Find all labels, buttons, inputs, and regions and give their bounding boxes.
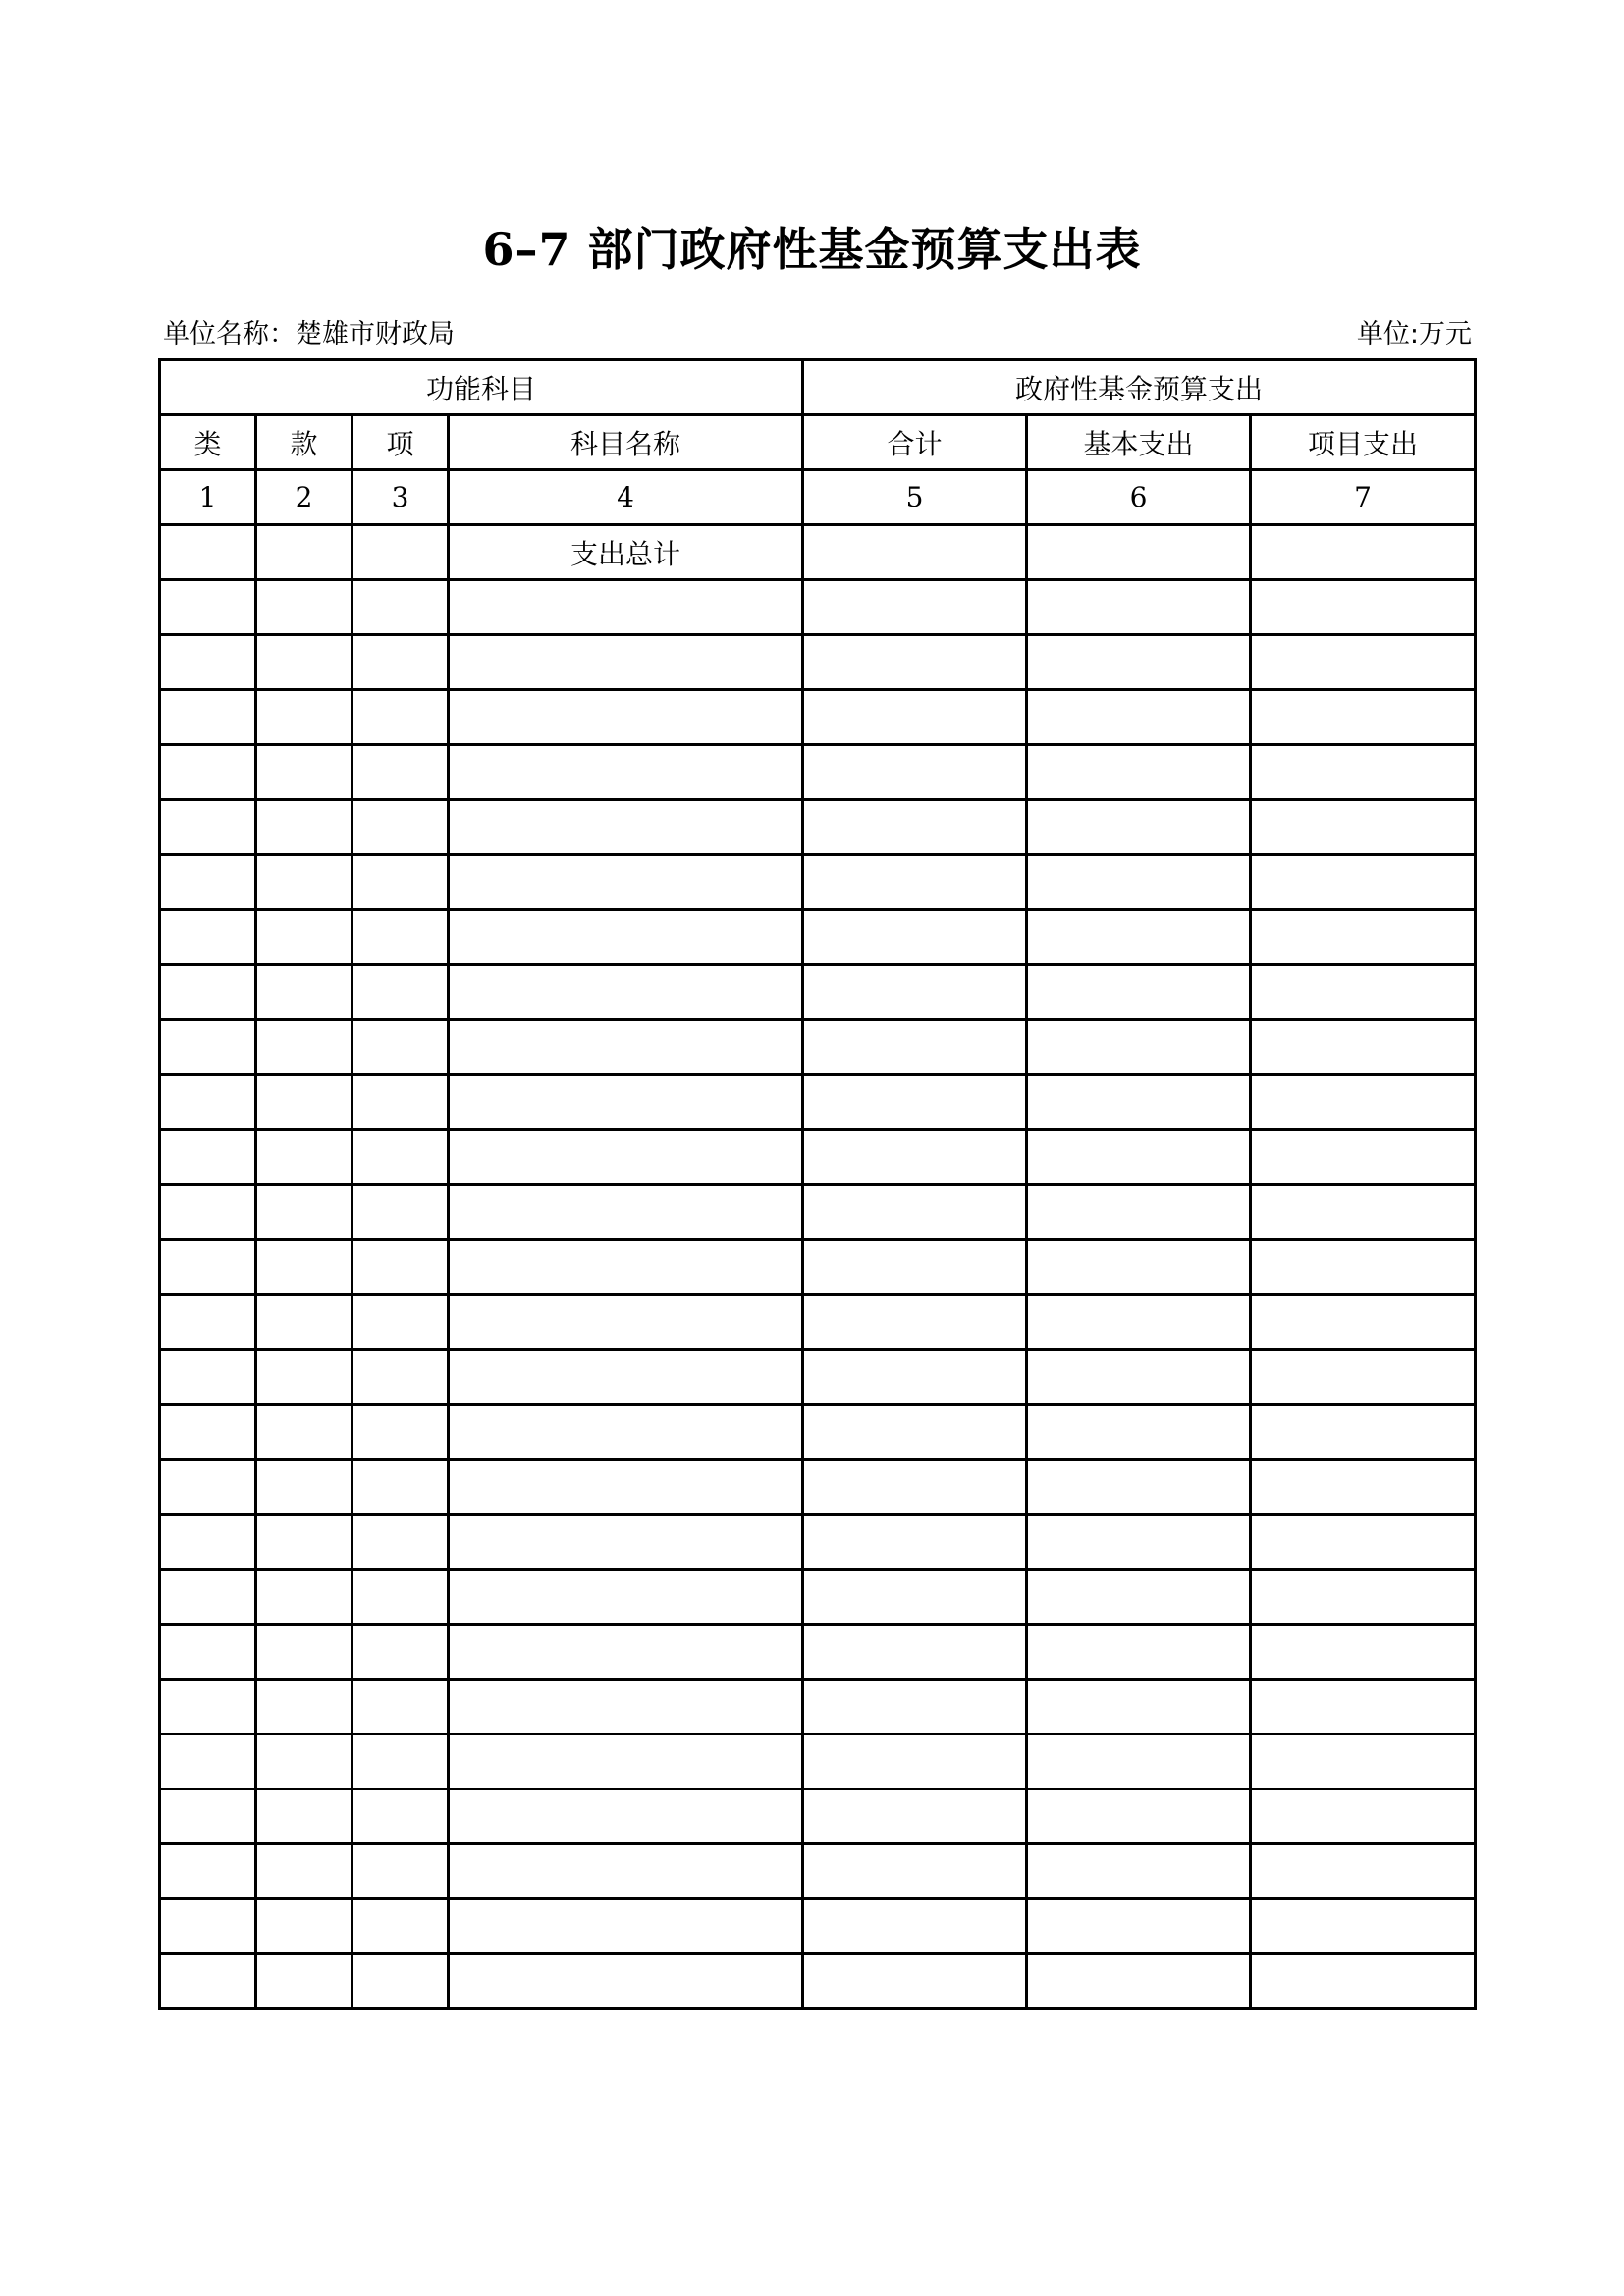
table-cell <box>449 855 803 910</box>
table-cell <box>1251 1460 1476 1515</box>
table-cell <box>160 525 256 580</box>
table-cell <box>803 1570 1027 1625</box>
table-cell <box>449 1130 803 1185</box>
table-cell <box>160 745 256 800</box>
table-cell <box>803 1625 1027 1680</box>
table-cell <box>1027 1899 1251 1954</box>
table-cell <box>803 1405 1027 1460</box>
table-row <box>160 1295 1476 1350</box>
table-cell <box>160 635 256 690</box>
table-cell <box>449 635 803 690</box>
table-cell <box>352 1130 449 1185</box>
table-cell <box>160 690 256 745</box>
table-cell <box>1251 1240 1476 1295</box>
table-cell <box>352 1460 449 1515</box>
table-cell <box>352 745 449 800</box>
table-cell <box>449 745 803 800</box>
table-cell <box>160 965 256 1020</box>
table-cell <box>1251 1735 1476 1789</box>
table-cell <box>256 1570 352 1625</box>
table-cell <box>160 1295 256 1350</box>
table-cell <box>803 1460 1027 1515</box>
table-cell <box>803 800 1027 855</box>
table-cell <box>256 1844 352 1899</box>
col-header-project-expenditure: 项目支出 <box>1251 415 1476 470</box>
header-functional-subject: 功能科目 <box>160 360 803 415</box>
total-label: 支出总计 <box>449 525 803 580</box>
table-cell <box>449 1735 803 1789</box>
page-title: 6–7 部门政府性基金预算支出表 <box>482 223 1142 276</box>
table-cell <box>352 1295 449 1350</box>
table-row <box>160 745 1476 800</box>
table-cell <box>160 1735 256 1789</box>
col-number: 2 <box>256 470 352 525</box>
table-cell <box>1027 800 1251 855</box>
table-row <box>160 1570 1476 1625</box>
table-row <box>160 965 1476 1020</box>
col-number: 4 <box>449 470 803 525</box>
table-cell <box>160 1460 256 1515</box>
table-cell <box>803 690 1027 745</box>
unit-label: 单位:万元 <box>1356 319 1472 349</box>
table-cell <box>1251 635 1476 690</box>
table-cell <box>1027 525 1251 580</box>
table-cell <box>449 1350 803 1405</box>
table-cell <box>160 800 256 855</box>
table-cell <box>1027 1240 1251 1295</box>
table-row <box>160 800 1476 855</box>
table-row <box>160 1625 1476 1680</box>
table-cell <box>160 1515 256 1570</box>
table-cell <box>1251 1570 1476 1625</box>
table-cell <box>352 1735 449 1789</box>
table-cell <box>1251 1680 1476 1735</box>
col-header-section: 款 <box>256 415 352 470</box>
table-cell <box>352 1240 449 1295</box>
table-cell <box>803 1844 1027 1899</box>
table-row <box>160 1075 1476 1130</box>
table-cell <box>160 1625 256 1680</box>
table-row <box>160 690 1476 745</box>
table-row <box>160 1020 1476 1075</box>
table-cell <box>352 1350 449 1405</box>
table-cell <box>160 1240 256 1295</box>
table-cell <box>1251 1295 1476 1350</box>
table-cell <box>1027 1295 1251 1350</box>
table-cell <box>1027 1515 1251 1570</box>
table-row <box>160 1185 1476 1240</box>
table-cell <box>256 965 352 1020</box>
table-cell <box>1251 525 1476 580</box>
table-cell <box>803 1350 1027 1405</box>
table-cell <box>352 1570 449 1625</box>
table-row <box>160 635 1476 690</box>
table-cell <box>803 525 1027 580</box>
table-cell <box>449 1185 803 1240</box>
table-cell <box>449 1625 803 1680</box>
col-header-subject-name: 科目名称 <box>449 415 803 470</box>
table-cell <box>256 910 352 965</box>
table-cell <box>256 1954 352 2009</box>
table-cell <box>1251 1350 1476 1405</box>
table-cell <box>1251 1405 1476 1460</box>
col-number: 1 <box>160 470 256 525</box>
table-cell <box>256 1185 352 1240</box>
table-cell <box>256 1789 352 1844</box>
table-cell <box>160 855 256 910</box>
table-cell <box>803 1185 1027 1240</box>
table-cell <box>256 855 352 910</box>
table-cell <box>352 525 449 580</box>
table-cell <box>256 1515 352 1570</box>
table-cell <box>449 1515 803 1570</box>
table-cell <box>1027 1680 1251 1735</box>
table-cell <box>256 690 352 745</box>
table-cell <box>1027 1185 1251 1240</box>
table-cell <box>803 1515 1027 1570</box>
col-number: 7 <box>1251 470 1476 525</box>
table-row <box>160 1680 1476 1735</box>
table-cell <box>449 1570 803 1625</box>
table-cell <box>352 1515 449 1570</box>
table-cell <box>1251 910 1476 965</box>
table-cell <box>803 1954 1027 2009</box>
table-cell <box>1251 690 1476 745</box>
table-cell <box>1027 1130 1251 1185</box>
table-cell <box>1251 1789 1476 1844</box>
table-cell <box>256 1130 352 1185</box>
table-cell <box>160 1350 256 1405</box>
table-cell <box>256 1295 352 1350</box>
budget-table <box>158 358 1477 2010</box>
table-cell <box>449 1075 803 1130</box>
table-row <box>160 580 1476 635</box>
col-header-basic-expenditure: 基本支出 <box>1027 415 1251 470</box>
table-cell <box>449 690 803 745</box>
table-cell <box>803 1899 1027 1954</box>
table-cell <box>256 1899 352 1954</box>
table-row <box>160 1844 1476 1899</box>
table-row <box>160 1735 1476 1789</box>
header-number-row <box>160 470 1476 525</box>
table-cell <box>352 1680 449 1735</box>
table-cell <box>160 1789 256 1844</box>
table-cell <box>160 580 256 635</box>
table-cell <box>1027 1350 1251 1405</box>
table-cell <box>352 580 449 635</box>
table-cell <box>1027 855 1251 910</box>
table-cell <box>352 1185 449 1240</box>
table-cell <box>449 1844 803 1899</box>
table-cell <box>1027 1460 1251 1515</box>
col-number: 3 <box>352 470 449 525</box>
table-cell <box>1027 635 1251 690</box>
table-cell <box>803 635 1027 690</box>
table-cell <box>256 525 352 580</box>
table-cell <box>803 745 1027 800</box>
col-header-category: 类 <box>160 415 256 470</box>
table-row <box>160 910 1476 965</box>
table-cell <box>256 1735 352 1789</box>
table-cell <box>449 1295 803 1350</box>
table-cell <box>352 855 449 910</box>
table-cell <box>1027 1020 1251 1075</box>
table-cell <box>1251 965 1476 1020</box>
table-cell <box>256 800 352 855</box>
table-cell <box>1027 745 1251 800</box>
total-row <box>160 525 1476 580</box>
table-cell <box>352 1625 449 1680</box>
table-cell <box>1027 965 1251 1020</box>
table-cell <box>449 800 803 855</box>
table-cell <box>803 1130 1027 1185</box>
table-cell <box>256 1350 352 1405</box>
table-cell <box>352 635 449 690</box>
table-cell <box>256 635 352 690</box>
table-cell <box>1251 1130 1476 1185</box>
table-cell <box>352 965 449 1020</box>
table-cell <box>1251 580 1476 635</box>
table-cell <box>803 1789 1027 1844</box>
table-cell <box>352 800 449 855</box>
table-cell <box>803 1240 1027 1295</box>
table-cell <box>803 965 1027 1020</box>
table-cell <box>256 1460 352 1515</box>
col-header-total: 合计 <box>803 415 1027 470</box>
table-cell <box>1027 1954 1251 2009</box>
table-cell <box>160 1844 256 1899</box>
table-cell <box>352 1954 449 2009</box>
table-cell <box>449 1789 803 1844</box>
col-header-item: 项 <box>352 415 449 470</box>
table-cell <box>160 1185 256 1240</box>
table-cell <box>352 1844 449 1899</box>
table-cell <box>160 1075 256 1130</box>
header-group-row <box>160 360 1476 415</box>
table-cell <box>1027 910 1251 965</box>
table-cell <box>1027 1844 1251 1899</box>
table-cell <box>803 1735 1027 1789</box>
table-cell <box>256 1240 352 1295</box>
table-cell <box>352 1899 449 1954</box>
table-cell <box>1251 1625 1476 1680</box>
table-cell <box>1251 1899 1476 1954</box>
table-cell <box>160 1954 256 2009</box>
table-cell <box>352 1075 449 1130</box>
table-row <box>160 1240 1476 1295</box>
table-cell <box>1251 745 1476 800</box>
table-cell <box>449 965 803 1020</box>
table-cell <box>256 1405 352 1460</box>
table-row <box>160 1460 1476 1515</box>
table-cell <box>803 1295 1027 1350</box>
table-cell <box>1027 1405 1251 1460</box>
table-cell <box>256 1020 352 1075</box>
table-cell <box>256 1680 352 1735</box>
table-cell <box>803 1020 1027 1075</box>
header-fund-expenditure: 政府性基金预算支出 <box>803 360 1476 415</box>
table-cell <box>1027 1789 1251 1844</box>
table-row <box>160 1789 1476 1844</box>
table-cell <box>1027 1625 1251 1680</box>
table-cell <box>449 1405 803 1460</box>
col-number: 6 <box>1027 470 1251 525</box>
table-cell <box>256 1625 352 1680</box>
table-cell <box>1027 1735 1251 1789</box>
table-cell <box>449 1460 803 1515</box>
table-cell <box>1251 855 1476 910</box>
table-cell <box>1251 1020 1476 1075</box>
table-cell <box>803 1075 1027 1130</box>
header-column-row <box>160 415 1476 470</box>
table-cell <box>449 910 803 965</box>
table-cell <box>352 1789 449 1844</box>
table-cell <box>449 1020 803 1075</box>
table-cell <box>1251 1844 1476 1899</box>
table-cell <box>1251 1515 1476 1570</box>
table-cell <box>449 1680 803 1735</box>
table-row <box>160 855 1476 910</box>
table-cell <box>1251 1075 1476 1130</box>
table-cell <box>160 1680 256 1735</box>
unit-name-label: 单位名称：楚雄市财政局 <box>163 319 455 349</box>
table-row <box>160 1515 1476 1570</box>
table-cell <box>352 910 449 965</box>
table-cell <box>1251 1954 1476 2009</box>
table-cell <box>160 1130 256 1185</box>
table-cell <box>803 910 1027 965</box>
table-cell <box>1027 1075 1251 1130</box>
table-cell <box>449 1240 803 1295</box>
table-row <box>160 1130 1476 1185</box>
table-cell <box>449 580 803 635</box>
table-row <box>160 1899 1476 1954</box>
table-cell <box>160 1020 256 1075</box>
table-cell <box>803 855 1027 910</box>
col-number: 5 <box>803 470 1027 525</box>
table-cell <box>1027 690 1251 745</box>
table-cell <box>803 580 1027 635</box>
table-row <box>160 1350 1476 1405</box>
table-row <box>160 1954 1476 2009</box>
table-cell <box>1251 1185 1476 1240</box>
table-cell <box>256 580 352 635</box>
table-cell <box>803 1680 1027 1735</box>
table-cell <box>352 1020 449 1075</box>
table-cell <box>449 1954 803 2009</box>
table-row <box>160 1405 1476 1460</box>
table-cell <box>160 1405 256 1460</box>
table-cell <box>352 1405 449 1460</box>
table-cell <box>449 1899 803 1954</box>
table-cell <box>1027 580 1251 635</box>
table-cell <box>256 745 352 800</box>
table-cell <box>352 690 449 745</box>
table-cell <box>256 1075 352 1130</box>
table-cell <box>1027 1570 1251 1625</box>
table-cell <box>160 1570 256 1625</box>
table-cell <box>160 1899 256 1954</box>
table-cell <box>160 910 256 965</box>
table-cell <box>1251 800 1476 855</box>
